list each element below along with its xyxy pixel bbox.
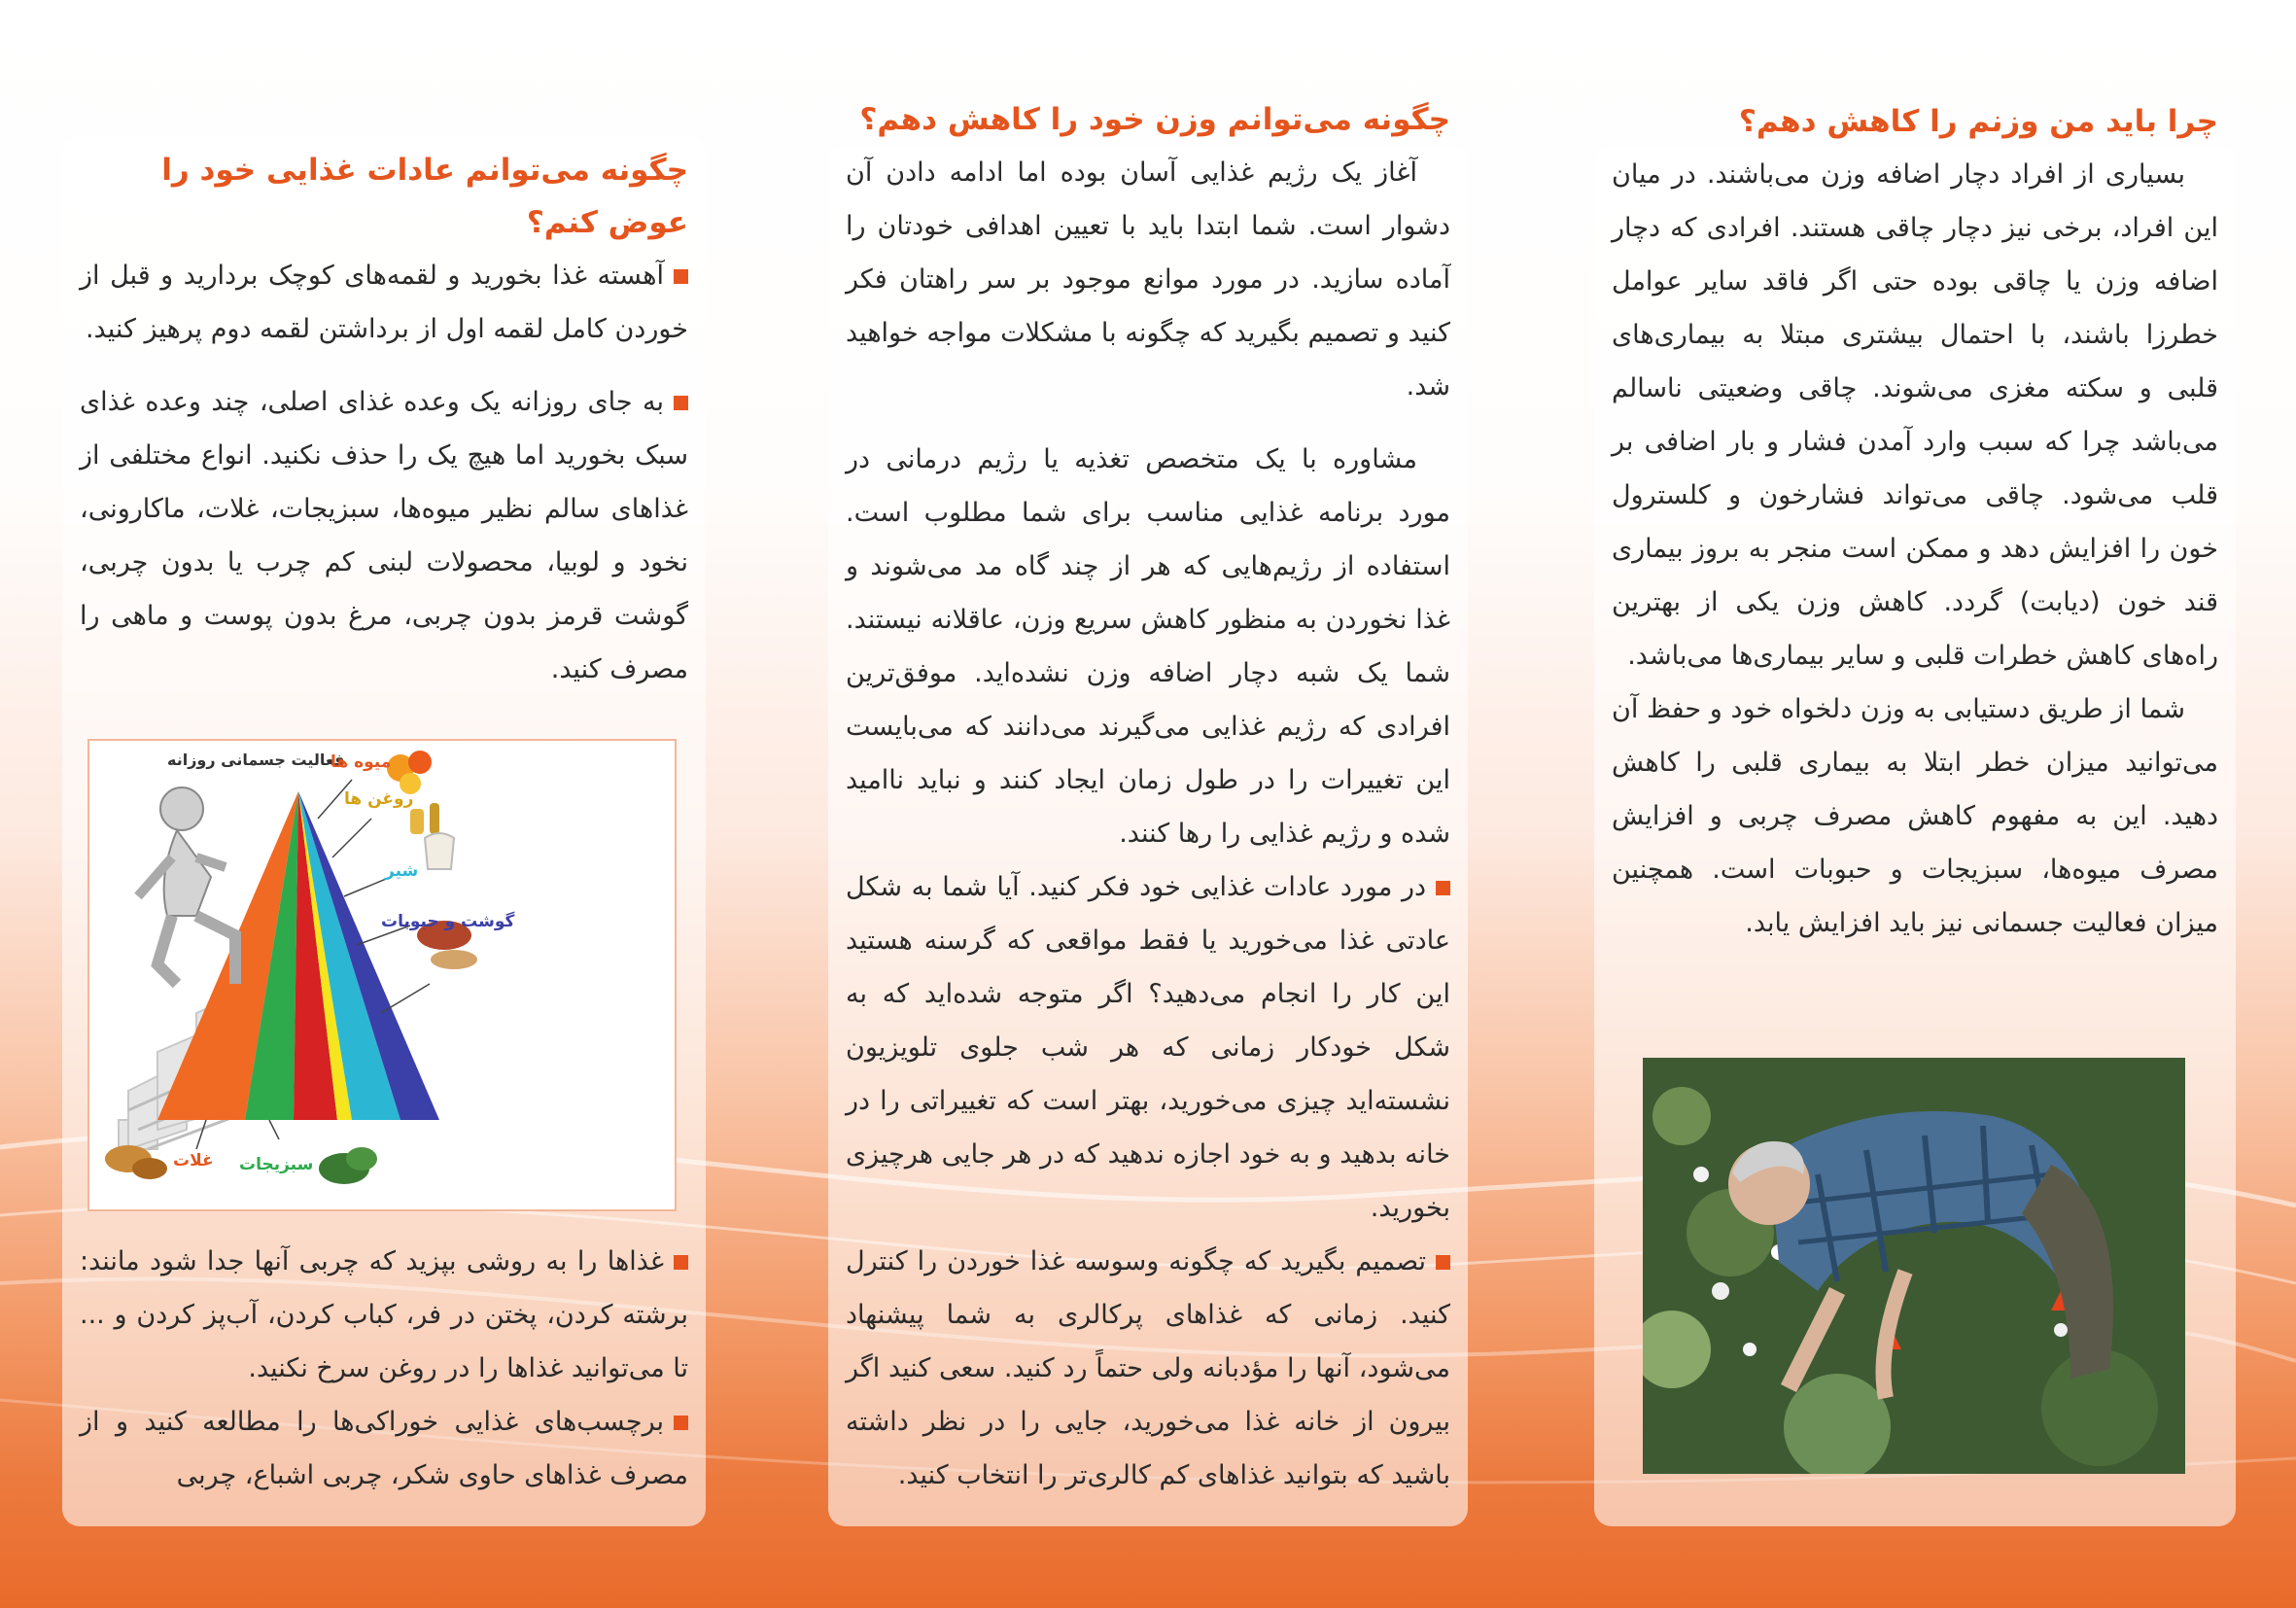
figure-label-activity: فعالیت جسمانی روزانه (167, 751, 345, 769)
bullet-square-icon (674, 1255, 688, 1270)
paragraph: بسیاری از افراد دچار اضافه وزن می‌باشند. در میان این افراد، برخی نیز دچار چاقی هستند. افرادی که دچار اضافه وزن یا چاقی بوده حتی اگر فاقد سایر عوامل خطرزا باشند، با احتمال بیشتری مبتلا به بیماری‌های قلبی و سکته مغزی می‌شوند. چاقی وضعیتی ناسالم می‌باشد چرا که سبب وارد آمدن فشار و بار اضافی بر قلب می‌شود. چاقی می‌تواند فشارخون و کلسترول خون را افزایش دهد و ممکن است منجر به بروز بیماری قند خون (دیابت) گردد. کاهش وزن یکی از بهترین راه‌های کاهش خطرات قلبی و سایر بیماری‌ها می‌باشد. (1612, 159, 2218, 671)
bullet-square-icon (1436, 1255, 1450, 1270)
food-pyramid-figure (87, 739, 677, 1211)
figure-label-meat: گوشت و حبوبات (381, 912, 515, 931)
figure-label-milk: شیر (385, 861, 419, 881)
bullet-item: برچسب‌های غذایی خوراکی‌ها را مطالعه کنید و از مصرف غذاهای حاوی شکر، چربی اشباع، چربی (80, 1407, 688, 1490)
bullet-square-icon (1436, 881, 1450, 895)
paragraph: شما از طریق دستیابی به وزن دلخواه خود و حفظ آن می‌توانید میزان خطر ابتلا به بیماری قلبی را کاهش دهید. این به مفهوم کاهش مصرف چربی و افزایش مصرف میوه‌ها، سبزیجات و حبوبات است. همچنین میزان فعالیت جسمانی نیز باید افزایش یابد. (1612, 694, 2218, 938)
bullet-item: تصمیم بگیرید که چگونه وسوسه غذا خوردن را کنترل کنید. زمانی که غذاهای پرکالری به شما پیشنهاد می‌شود، آنها را مؤدبانه ولی حتماً رد کنید. سعی کنید اگر بیرون از خانه غذا می‌خورید، جایی را در نظر داشته باشید که بتوانید غذاهای کم کالری‌تر را انتخاب کنید. (846, 1246, 1450, 1490)
panel-why-lose-weight (1594, 0, 2236, 950)
bullet-item: به جای روزانه یک وعده غذای اصلی، چند وعده غذای سبک بخورید اما هیچ یک را حذف نکنید. انواع مختلفی از غذاهای سالم نظیر میوه‌ها، سبزیجات، غلات، ماکارونی، نخود و لوبیا، محصولات لبنی کم چرب یا بدون چربی، گوشت قرمز بدون چربی، مرغ بدون پوست و ماهی را مصرف کنید. (80, 387, 688, 684)
figure-label-vegetables: سبزیجات (239, 1155, 314, 1174)
bullet-item: در مورد عادات غذایی خود فکر کنید. آیا شما به شکل عادتی غذا می‌خورید یا فقط مواقعی که گرسنه هستید این کار را انجام می‌دهید؟ اگر متوجه شده‌اید که به شکل خودکار زمانی که هر شب جلوی تلویزیون نشسته‌اید چیزی می‌خورید، بهتر است که تغییراتی را در خانه بدهید و به خود اجازه ندهید که در هر جایی هرچیزی بخورید. (846, 872, 1450, 1223)
paragraph: آغاز یک رژیم غذایی آسان بوده اما ادامه دادن آن دشوار است. شما ابتدا باید با تعیین اهدافی خودتان را آماده سازید. در مورد موانع موجود بر سر راهتان فکر کنید و تصمیم بگیرید که چگونه با مشکلات مواجه خواهید شد. (846, 157, 1450, 402)
bullet-square-icon (674, 269, 688, 284)
figure-label-oils: روغن ها (344, 789, 414, 809)
figure-label-fruits: میوه ها (330, 752, 392, 772)
bullet-item: آهسته غذا بخورید و لقمه‌های کوچک بردارید و قبل از خوردن کامل لقمه اول از برداشتن لقمه دوم پرهیز کنید. (80, 261, 688, 344)
bullet-square-icon (674, 396, 688, 410)
paragraph: مشاوره با یک متخصص تغذیه یا رژیم درمانی در مورد برنامه غذایی مناسب برای شما مطلوب است. استفاده از رژیم‌هایی که هر از چند گاه مد می‌شوند و غذا نخوردن به منظور کاهش سریع وزن، عاقلانه نیستند. شما یک شبه دچار اضافه وزن نشده‌اید. موفق‌ترین افرادی که رژیم غذایی می‌گیرند می‌دانند که می‌بایست این تغییرات را در طول زمان ایجاد کنند و نباید ناامید شده و رژیم غذایی را رها کنند. (846, 444, 1450, 849)
section-title: چگونه می‌توانم وزن خود را کاهش دهم؟ (859, 102, 1450, 137)
figure-label-grains: غلات (173, 1151, 214, 1171)
panel-how-lose-weight (828, 0, 1468, 1502)
gardening-photo (1643, 1058, 2185, 1474)
bullet-item: غذاها را به روشی بپزید که چربی آنها جدا شود مانند: برشته کردن، پختن در فر، کباب کردن، آب‌پز کردن و ... تا می‌توانید غذاها را در روغن سرخ نکنید. (80, 1246, 688, 1383)
section-title: چرا باید من وزنم را کاهش دهم؟ (1738, 104, 2218, 139)
section-title: چگونه می‌توانم عادات غذایی خود را عوض کنم؟ (161, 153, 688, 240)
bullet-square-icon (674, 1416, 688, 1430)
